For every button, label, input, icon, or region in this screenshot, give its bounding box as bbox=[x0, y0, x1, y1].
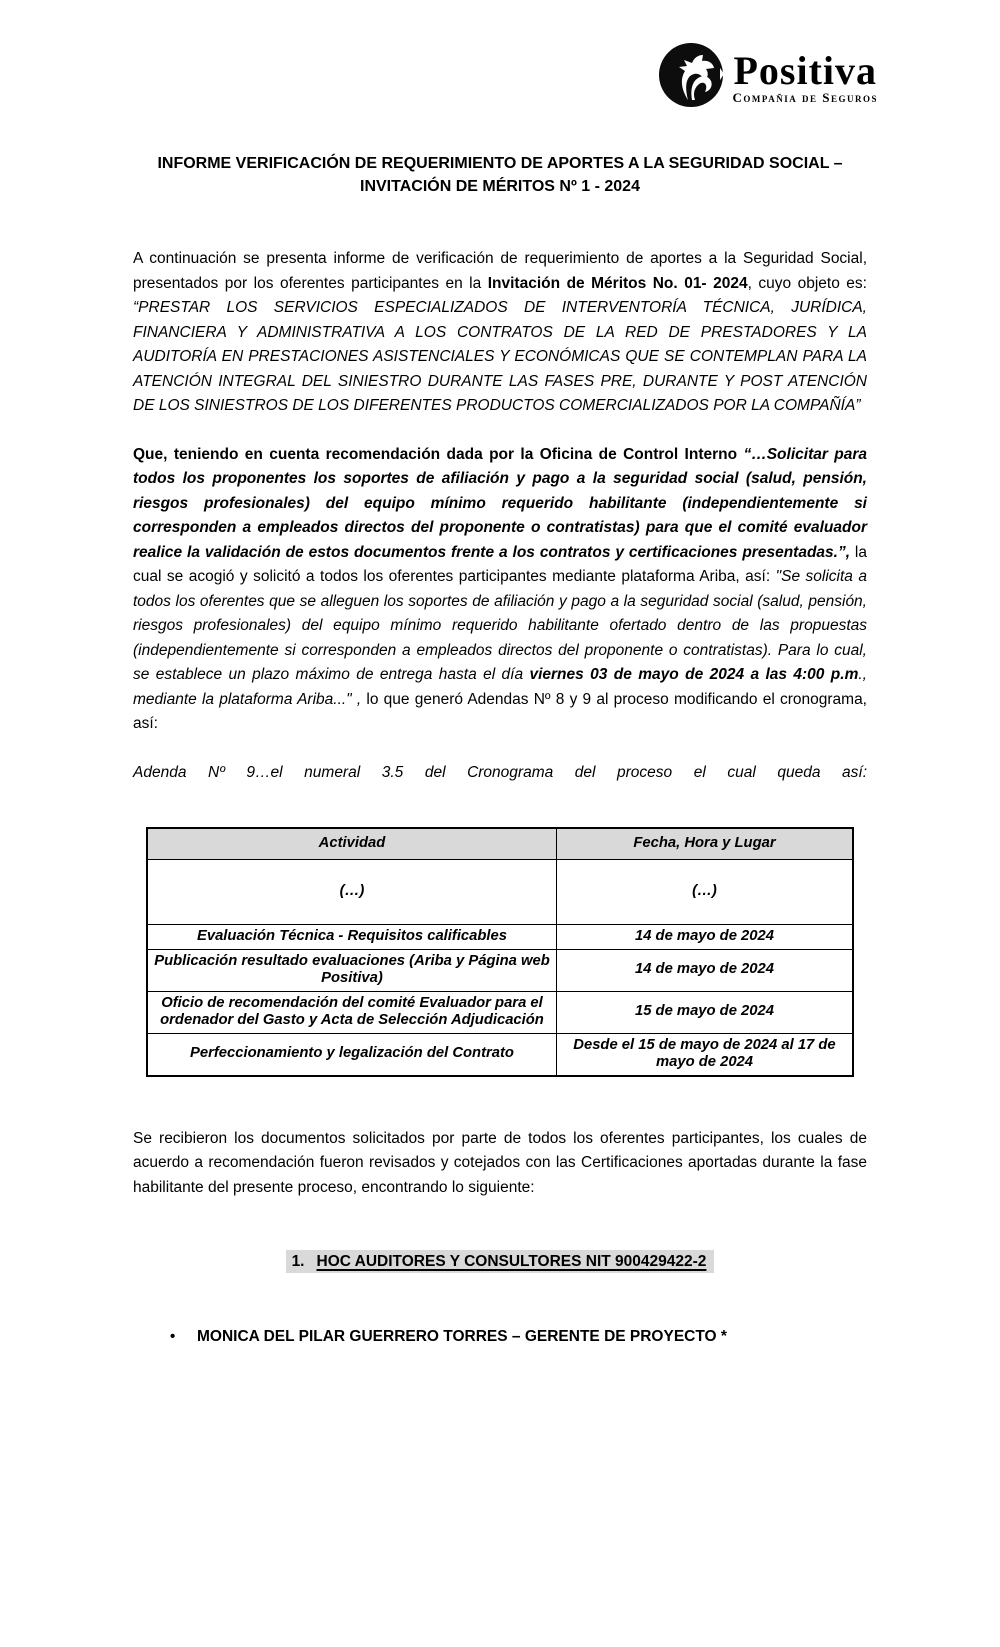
positiva-swans-icon bbox=[658, 42, 724, 113]
cell-actividad: Oficio de recomendación del comité Evaluador para el ordenador del Gasto y Acta de Selección Adjudicación bbox=[147, 991, 556, 1033]
schedule-table-wrap bbox=[146, 827, 867, 1077]
ariba-quote-end: ., mediante la plataforma Ariba..." , bbox=[133, 666, 867, 708]
cell-fecha: 15 de mayo de 2024 bbox=[556, 991, 853, 1033]
bullet-icon: • bbox=[170, 1328, 176, 1345]
cell-actividad: Evaluación Técnica - Requisitos calificables bbox=[147, 925, 556, 950]
schedule-table bbox=[146, 827, 854, 1077]
intro-text-2: , cuyo objeto es: bbox=[747, 274, 867, 292]
team-member-item bbox=[133, 1328, 867, 1346]
recommendation-paragraph bbox=[133, 443, 867, 737]
table-row bbox=[147, 991, 853, 1033]
proponent-heading-highlight bbox=[286, 1250, 715, 1273]
cell-fecha: Desde el 15 de mayo de 2024 al 17 de mayo de 2024 bbox=[556, 1033, 853, 1076]
report-title: INFORME VERIFICACIÓN DE REQUERIMIENTO DE APORTES A LA SEGURIDAD SOCIAL – INVITACIÓN DE MÉRITOS Nº 1 - 2024 bbox=[157, 155, 843, 195]
positiva-logo bbox=[658, 42, 878, 113]
table-row bbox=[147, 925, 853, 950]
ariba-quote: "Se solicita a todos los oferentes que se alleguen los soportes de afiliación y pago a la seguridad social (salud, pensión, riesgos profesionales) del equipo mínimo requerido habilitante ofertado dentro de las propuestas (independientemente si corresponden a empleados directos del proponente o contratistas). Para lo cual, se establece un plazo máximo de entrega hasta el día bbox=[133, 568, 867, 683]
logo-row bbox=[0, 0, 1000, 110]
oci-lead: Que, teniendo en cuenta recomendación dada por la Oficina de Control Interno bbox=[133, 445, 744, 463]
header-actividad: Actividad bbox=[147, 828, 556, 860]
logo-text bbox=[732, 47, 878, 105]
intro-text: A continuación se presenta informe de verificación de requerimiento de aportes a la Seguridad Social, presentados por los oferentes participantes en la bbox=[133, 250, 867, 292]
proponent-heading bbox=[133, 1250, 867, 1273]
table-row bbox=[147, 860, 853, 925]
cell-actividad: Publicación resultado evaluaciones (Ariba y Página web Positiva) bbox=[147, 949, 556, 991]
team-member-text: MONICA DEL PILAR GUERRERO TORRES – GERENTE DE PROYECTO * bbox=[197, 1328, 727, 1345]
cell-actividad: (…) bbox=[147, 860, 556, 925]
intro-paragraph bbox=[133, 247, 867, 419]
oci-quote: “…Solicitar para todos los proponentes los soportes de afiliación y pago a la seguridad social (salud, pensión, riesgos profesionales) del equipo mínimo requerido habilitante (independientemente si corresponden a empleados directos del proponente o contratistas) para que el comité evaluador realice la validación de estos documentos frente a los contratos y certificaciones presentadas.”, bbox=[133, 445, 867, 561]
deadline-date: viernes 03 de mayo de 2024 a las 4:00 p.m bbox=[529, 666, 859, 683]
heading-text: HOC AUDITORES Y CONSULTORES NIT 900429422-2 bbox=[316, 1253, 707, 1270]
ariba-lead: la cual se acogió y solicitó a todos los oferentes participantes mediante plataforma Ariba, así: bbox=[133, 543, 867, 585]
contract-object-quote: “PRESTAR LOS SERVICIOS ESPECIALIZADOS DE INTERVENTORÍA TÉCNICA, JURÍDICA, FINANCIERA Y ADMINISTRATIVA A LOS CONTRATOS DE LA RED DE PRESTADORES Y LA AUDITORÍA EN PRESTACIONES ASISTENCIALES Y ECONÓMICAS QUE SE CONTEMPLAN PARA LA ATENCIÓN INTEGRAL DEL SINIESTRO DURANTE LAS FASES PRE, DURANTE Y POST ATENCIÓN DE LOS SINIESTROS DE LOS DIFERENTES PRODUCTOS COMERCIALIZADOS POR LA COMPAÑÍA” bbox=[133, 299, 867, 414]
heading-number: 1. bbox=[291, 1253, 305, 1270]
table-header-row bbox=[147, 828, 853, 860]
invitation-ref: Invitación de Méritos No. 01- 2024 bbox=[487, 274, 748, 292]
document-body bbox=[0, 247, 1000, 1346]
cell-fecha: 14 de mayo de 2024 bbox=[556, 925, 853, 950]
cell-fecha: 14 de mayo de 2024 bbox=[556, 949, 853, 991]
table-row bbox=[147, 949, 853, 991]
brand-name: Positiva bbox=[733, 47, 878, 93]
cell-actividad: Perfeccionamiento y legalización del Contrato bbox=[147, 1033, 556, 1076]
cell-fecha: (…) bbox=[556, 860, 853, 925]
brand-tagline: Compañia de Seguros bbox=[732, 89, 878, 105]
header-fecha: Fecha, Hora y Lugar bbox=[556, 828, 853, 860]
adendas-note: lo que generó Adendas Nº 8 y 9 al proceso modificando el cronograma, así: bbox=[133, 690, 867, 732]
results-paragraph: Se recibieron los documentos solicitados por parte de todos los oferentes participantes, los cuales de acuerdo a recomendación fueron revisados y cotejados con las Certificaciones aportadas durante la fase habilitante del presente proceso, encontrando lo siguiente: bbox=[133, 1129, 867, 1196]
table-row bbox=[147, 1033, 853, 1076]
adenda-line: Adenda Nº 9…el numeral 3.5 del Cronograma del proceso el cual queda así: bbox=[133, 763, 867, 781]
